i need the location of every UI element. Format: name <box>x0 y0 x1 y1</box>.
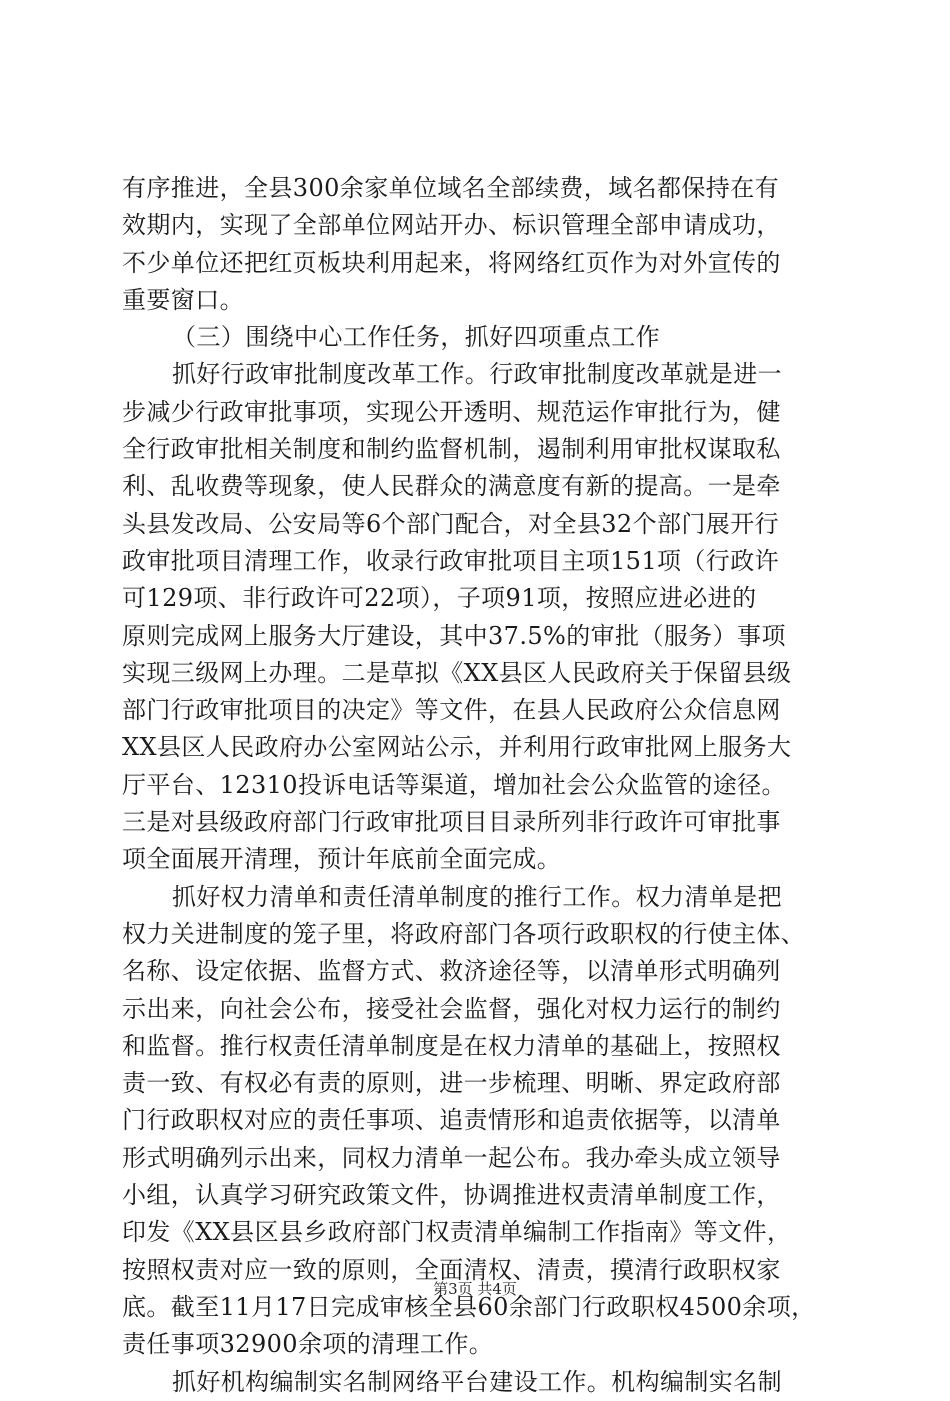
text-line: 小组，认真学习研究政策文件，协调推进权责清单制度工作， <box>122 1181 781 1210</box>
text-line: 头县发改局、公安局等6个部门配合，对全县32个部门展开行 <box>122 509 780 538</box>
text-line: 和监督。推行权责任清单制度是在权力清单的基础上，按照权 <box>122 1031 781 1060</box>
text-line: 按照权责对应一致的原则，全面清权、清责，摸清行政职权家 <box>122 1255 781 1284</box>
text-line: 抓好机构编制实名制网络平台建设工作。机构编制实名制 <box>172 1367 782 1396</box>
text-line: 门行政职权对应的责任事项、追责情形和追责依据等，以清单 <box>122 1106 781 1135</box>
text-line: 项全面展开清理，预计年底前全面完成。 <box>122 845 562 874</box>
text-line: 抓好行政审批制度改革工作。行政审批制度改革就是进一 <box>172 360 782 389</box>
text-line: 原则完成网上服务大厅建设，其中37.5%的审批（服务）事项 <box>122 621 786 650</box>
text-line: 实现三级网上办理。二是草拟《XX县区人民政府关于保留县级 <box>122 658 792 687</box>
text-line: 形式明确列示出来，同权力清单一起公布。我办牵头成立领导 <box>122 1143 781 1172</box>
text-line: 印发《XX县区县乡政府部门权责清单编制工作指南》等文件， <box>122 1218 792 1247</box>
text-line: 示出来，向社会公布，接受社会监督，强化对权力运行的制约 <box>122 994 781 1023</box>
text-line: XX县区人民政府办公室网站公示，并利用行政审批网上服务大 <box>122 733 792 762</box>
text-line: 部门行政审批项目的决定》等文件，在县人民政府公众信息网 <box>122 696 781 725</box>
text-line: 责一致、有权必有责的原则，进一步梳理、明晰、界定政府部 <box>122 1069 781 1098</box>
text-line: 不少单位还把红页板块利用起来，将网络红页作为对外宣传的 <box>122 248 781 277</box>
text-line: 步减少行政审批事项，实现公开透明、规范运作审批行为，健 <box>122 397 781 426</box>
text-line: 名称、设定依据、监督方式、救济途径等，以清单形式明确列 <box>122 957 781 986</box>
text-line: 利、乱收费等现象，使人民群众的满意度有新的提高。一是牵 <box>122 472 781 501</box>
document-body <box>122 170 830 1401</box>
text-line: 有序推进，全县300余家单位域名全部续费，域名都保持在有 <box>122 174 780 202</box>
text-line: 底。截至11月17日完成审核全县60余部门行政职权4500余项， <box>122 1292 816 1321</box>
text-line: 可129项、非行政许可22项），子项91项，按照应进必进的 <box>122 584 757 613</box>
page-footer: 第3页 共4页 <box>433 1280 517 1298</box>
text-line: 重要窗口。 <box>122 285 244 314</box>
text-line: 效期内，实现了全部单位网站开办、标识管理全部申请成功， <box>122 211 781 240</box>
text-line: （三）围绕中心工作任务，抓好四项重点工作 <box>172 323 660 352</box>
text-line: 责任事项32900余项的清理工作。 <box>122 1330 494 1359</box>
text-line: 权力关进制度的笼子里，将政府部门各项行政职权的行使主体、 <box>122 919 806 948</box>
text-line: 抓好权力清单和责任清单制度的推行工作。权力清单是把 <box>172 882 782 911</box>
text-line: 厅平台、12310投诉电话等渠道，增加社会公众监管的途径。 <box>122 770 786 799</box>
text-line: 三是对县级政府部门行政审批项目目录所列非行政许可审批事 <box>122 808 781 837</box>
text-line: 全行政审批相关制度和制约监督机制，遏制利用审批权谋取私 <box>122 435 781 464</box>
text-line: 政审批项目清理工作，收录行政审批项目主项151项（行政许 <box>122 546 780 575</box>
